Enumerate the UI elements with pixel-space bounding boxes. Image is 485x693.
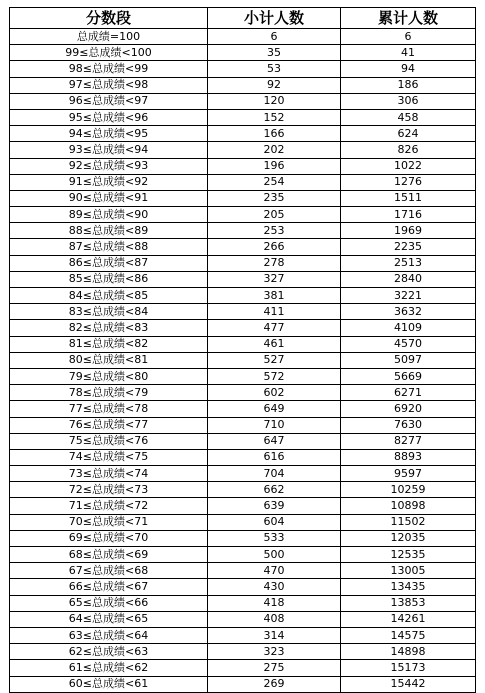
subtotal-count-cell: 205	[208, 207, 341, 223]
score-range-cell: 65≤总成绩<66	[10, 595, 208, 611]
subtotal-count-cell: 500	[208, 547, 341, 563]
table-body	[10, 29, 476, 693]
cumulative-count-cell: 6	[341, 29, 476, 45]
header-subtotal-count: 小计人数	[208, 8, 341, 29]
score-range-cell: 99≤总成绩<100	[10, 45, 208, 61]
cumulative-count-cell: 1276	[341, 174, 476, 190]
table-header	[10, 8, 476, 29]
cumulative-count-cell: 94	[341, 61, 476, 77]
table-row	[10, 352, 476, 368]
table-row	[10, 77, 476, 93]
cumulative-count-cell: 11502	[341, 514, 476, 530]
subtotal-count-cell: 269	[208, 676, 341, 692]
cumulative-count-cell: 826	[341, 142, 476, 158]
table-row	[10, 563, 476, 579]
table-row	[10, 29, 476, 45]
score-range-cell: 79≤总成绩<80	[10, 368, 208, 384]
subtotal-count-cell: 152	[208, 109, 341, 125]
cumulative-count-cell: 41	[341, 45, 476, 61]
score-range-cell: 78≤总成绩<79	[10, 385, 208, 401]
cumulative-count-cell: 7630	[341, 417, 476, 433]
subtotal-count-cell: 527	[208, 352, 341, 368]
cumulative-count-cell: 4109	[341, 320, 476, 336]
cumulative-count-cell: 8893	[341, 449, 476, 465]
cumulative-count-cell: 13853	[341, 595, 476, 611]
subtotal-count-cell: 196	[208, 158, 341, 174]
subtotal-count-cell: 53	[208, 61, 341, 77]
score-range-cell: 89≤总成绩<90	[10, 207, 208, 223]
score-range-cell: 97≤总成绩<98	[10, 77, 208, 93]
table-row	[10, 547, 476, 563]
subtotal-count-cell: 430	[208, 579, 341, 595]
subtotal-count-cell: 120	[208, 93, 341, 109]
subtotal-count-cell: 408	[208, 611, 341, 627]
cumulative-count-cell: 14575	[341, 627, 476, 643]
subtotal-count-cell: 381	[208, 288, 341, 304]
score-range-cell: 64≤总成绩<65	[10, 611, 208, 627]
score-range-cell: 70≤总成绩<71	[10, 514, 208, 530]
subtotal-count-cell: 616	[208, 449, 341, 465]
score-range-cell: 63≤总成绩<64	[10, 627, 208, 643]
score-range-cell: 85≤总成绩<86	[10, 271, 208, 287]
subtotal-count-cell: 202	[208, 142, 341, 158]
subtotal-count-cell: 266	[208, 239, 341, 255]
subtotal-count-cell: 649	[208, 401, 341, 417]
score-range-cell: 93≤总成绩<94	[10, 142, 208, 158]
cumulative-count-cell: 1022	[341, 158, 476, 174]
header-row	[10, 8, 476, 29]
score-range-cell: 77≤总成绩<78	[10, 401, 208, 417]
cumulative-count-cell: 10259	[341, 482, 476, 498]
table-row	[10, 514, 476, 530]
subtotal-count-cell: 6	[208, 29, 341, 45]
cumulative-count-cell: 15442	[341, 676, 476, 692]
subtotal-count-cell: 647	[208, 433, 341, 449]
score-range-cell: 88≤总成绩<89	[10, 223, 208, 239]
cumulative-count-cell: 9597	[341, 466, 476, 482]
cumulative-count-cell: 2513	[341, 255, 476, 271]
score-range-cell: 62≤总成绩<63	[10, 644, 208, 660]
subtotal-count-cell: 275	[208, 660, 341, 676]
score-range-cell: 71≤总成绩<72	[10, 498, 208, 514]
cumulative-count-cell: 306	[341, 93, 476, 109]
table-row	[10, 482, 476, 498]
cumulative-count-cell: 3221	[341, 288, 476, 304]
score-range-cell: 92≤总成绩<93	[10, 158, 208, 174]
cumulative-count-cell: 1716	[341, 207, 476, 223]
subtotal-count-cell: 166	[208, 126, 341, 142]
score-range-cell: 91≤总成绩<92	[10, 174, 208, 190]
table-row	[10, 288, 476, 304]
table-row	[10, 385, 476, 401]
table-row	[10, 466, 476, 482]
table-row	[10, 158, 476, 174]
subtotal-count-cell: 235	[208, 190, 341, 206]
score-range-cell: 96≤总成绩<97	[10, 93, 208, 109]
subtotal-count-cell: 314	[208, 627, 341, 643]
cumulative-count-cell: 1969	[341, 223, 476, 239]
table-row	[10, 579, 476, 595]
table-row	[10, 498, 476, 514]
cumulative-count-cell: 6271	[341, 385, 476, 401]
cumulative-count-cell: 458	[341, 109, 476, 125]
cumulative-count-cell: 6920	[341, 401, 476, 417]
table-row	[10, 336, 476, 352]
score-range-cell: 75≤总成绩<76	[10, 433, 208, 449]
score-range-cell: 67≤总成绩<68	[10, 563, 208, 579]
table-row	[10, 660, 476, 676]
score-range-cell: 74≤总成绩<75	[10, 449, 208, 465]
score-range-cell: 60≤总成绩<61	[10, 676, 208, 692]
cumulative-count-cell: 12535	[341, 547, 476, 563]
score-range-cell: 86≤总成绩<87	[10, 255, 208, 271]
table-row	[10, 190, 476, 206]
table-row	[10, 109, 476, 125]
score-range-cell: 61≤总成绩<62	[10, 660, 208, 676]
table-row	[10, 93, 476, 109]
cumulative-count-cell: 14898	[341, 644, 476, 660]
table-row	[10, 530, 476, 546]
subtotal-count-cell: 92	[208, 77, 341, 93]
table-row	[10, 45, 476, 61]
cumulative-count-cell: 13435	[341, 579, 476, 595]
subtotal-count-cell: 253	[208, 223, 341, 239]
score-range-cell: 73≤总成绩<74	[10, 466, 208, 482]
cumulative-count-cell: 2235	[341, 239, 476, 255]
cumulative-count-cell: 10898	[341, 498, 476, 514]
score-range-cell: 66≤总成绩<67	[10, 579, 208, 595]
cumulative-count-cell: 1511	[341, 190, 476, 206]
header-score-range: 分数段	[10, 8, 208, 29]
subtotal-count-cell: 323	[208, 644, 341, 660]
cumulative-count-cell: 186	[341, 77, 476, 93]
subtotal-count-cell: 35	[208, 45, 341, 61]
subtotal-count-cell: 327	[208, 271, 341, 287]
subtotal-count-cell: 639	[208, 498, 341, 514]
cumulative-count-cell: 13005	[341, 563, 476, 579]
subtotal-count-cell: 710	[208, 417, 341, 433]
subtotal-count-cell: 662	[208, 482, 341, 498]
cumulative-count-cell: 14261	[341, 611, 476, 627]
cumulative-count-cell: 624	[341, 126, 476, 142]
table-row	[10, 126, 476, 142]
score-range-cell: 76≤总成绩<77	[10, 417, 208, 433]
subtotal-count-cell: 602	[208, 385, 341, 401]
subtotal-count-cell: 470	[208, 563, 341, 579]
score-range-cell: 69≤总成绩<70	[10, 530, 208, 546]
table-row	[10, 644, 476, 660]
table-row	[10, 255, 476, 271]
subtotal-count-cell: 461	[208, 336, 341, 352]
score-range-cell: 80≤总成绩<81	[10, 352, 208, 368]
table-row	[10, 676, 476, 692]
subtotal-count-cell: 411	[208, 304, 341, 320]
score-range-cell: 94≤总成绩<95	[10, 126, 208, 142]
score-range-cell: 95≤总成绩<96	[10, 109, 208, 125]
cumulative-count-cell: 5097	[341, 352, 476, 368]
cumulative-count-cell: 12035	[341, 530, 476, 546]
score-range-cell: 98≤总成绩<99	[10, 61, 208, 77]
cumulative-count-cell: 2840	[341, 271, 476, 287]
score-range-cell: 81≤总成绩<82	[10, 336, 208, 352]
subtotal-count-cell: 477	[208, 320, 341, 336]
table-row	[10, 61, 476, 77]
score-range-cell: 84≤总成绩<85	[10, 288, 208, 304]
subtotal-count-cell: 278	[208, 255, 341, 271]
score-distribution-table	[9, 7, 476, 693]
cumulative-count-cell: 8277	[341, 433, 476, 449]
score-range-cell: 72≤总成绩<73	[10, 482, 208, 498]
table-row	[10, 174, 476, 190]
table-row	[10, 320, 476, 336]
table-row	[10, 304, 476, 320]
score-range-cell: 68≤总成绩<69	[10, 547, 208, 563]
table-row	[10, 611, 476, 627]
table-row	[10, 368, 476, 384]
header-cumulative-count: 累计人数	[341, 8, 476, 29]
table-row	[10, 142, 476, 158]
subtotal-count-cell: 418	[208, 595, 341, 611]
score-range-cell: 82≤总成绩<83	[10, 320, 208, 336]
cumulative-count-cell: 5669	[341, 368, 476, 384]
cumulative-count-cell: 4570	[341, 336, 476, 352]
subtotal-count-cell: 704	[208, 466, 341, 482]
subtotal-count-cell: 604	[208, 514, 341, 530]
score-range-cell: 83≤总成绩<84	[10, 304, 208, 320]
table-row	[10, 595, 476, 611]
table-row	[10, 207, 476, 223]
table-row	[10, 223, 476, 239]
subtotal-count-cell: 572	[208, 368, 341, 384]
score-range-cell: 90≤总成绩<91	[10, 190, 208, 206]
subtotal-count-cell: 254	[208, 174, 341, 190]
table-row	[10, 239, 476, 255]
score-range-cell: 总成绩=100	[10, 29, 208, 45]
subtotal-count-cell: 533	[208, 530, 341, 546]
table-row	[10, 271, 476, 287]
cumulative-count-cell: 15173	[341, 660, 476, 676]
table-row	[10, 627, 476, 643]
table-row	[10, 433, 476, 449]
table-row	[10, 401, 476, 417]
score-range-cell: 87≤总成绩<88	[10, 239, 208, 255]
cumulative-count-cell: 3632	[341, 304, 476, 320]
table-row	[10, 417, 476, 433]
table-row	[10, 449, 476, 465]
